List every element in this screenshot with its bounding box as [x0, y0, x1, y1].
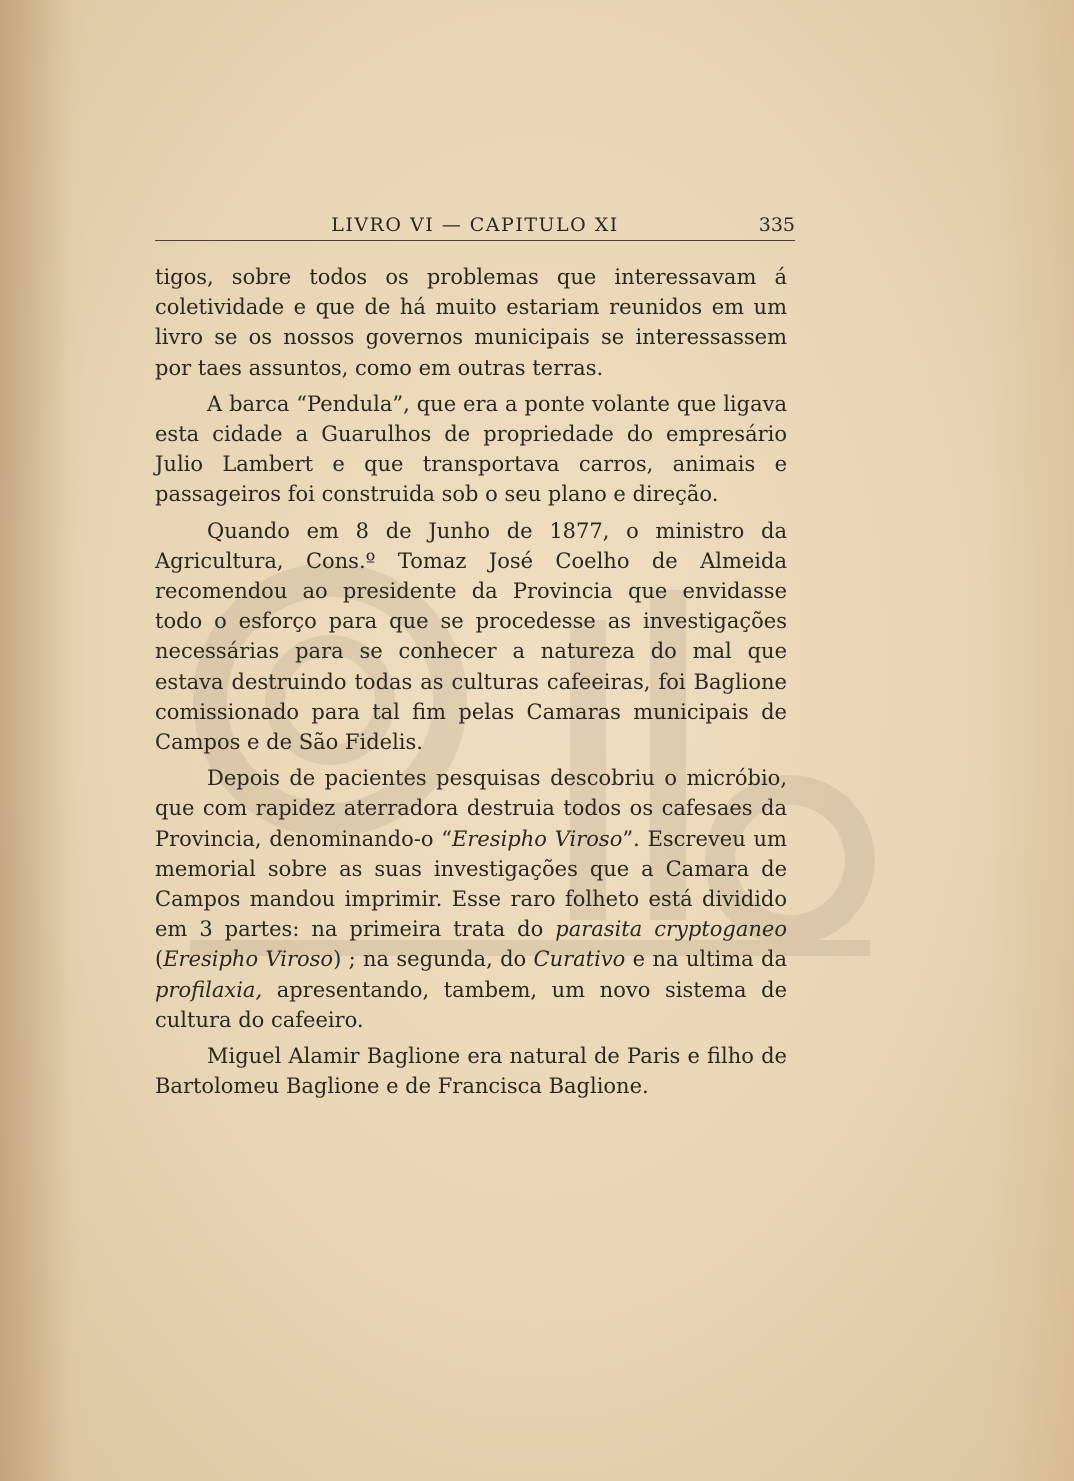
paragraph-text: apresentando, tambem, um novo sistema de cultura do cafeeiro.	[155, 977, 787, 1032]
running-header	[155, 210, 795, 240]
paragraph: tigos, sobre todos os problemas que interessavam á coletividade e que de há muito estariam reunidos em um livro se os nossos governos municipais se interessassem por taes assuntos, como em outras terras.	[155, 265, 787, 380]
paragraph-text: ) ; na segunda, do	[333, 947, 534, 972]
italic-term: Eresipho Viroso	[163, 947, 334, 972]
paragraph: A barca “Pendula”, que era a ponte volante que ligava esta cidade a Guarulhos de propriedade do empresário Julio Lambert e que transportava carros, animais e passageiros foi construida sob o seu plano e direção.	[155, 391, 787, 507]
paragraph: Quando em 8 de Junho de 1877, o ministro da Agricultura, Cons.º Tomaz José Coelho de Almeida recomendou ao presidente da Provincia que envidasse todo o esforço para que se procedesse as investigações necessárias para se conhecer a natureza do mal que estava destruindo todas as culturas cafeeiras, foi Baglione comissionado para tal fim pelas Camaras municipais de Campos e de São Fidelis.	[155, 518, 787, 755]
italic-term: profilaxia,	[155, 977, 263, 1002]
paragraph: Miguel Alamir Baglione era natural de Paris e filho de Bartolomeu Baglione e de Francisca Baglione.	[155, 1044, 787, 1099]
header-divider	[155, 240, 795, 241]
paragraph-text: e na ultima da	[625, 947, 787, 972]
page-body	[155, 262, 787, 1107]
page-edge-shadow	[0, 0, 70, 1481]
italic-term: parasita cryptoganeo	[555, 917, 787, 942]
paragraph-text: Depois de pacientes pesquisas descobriu o micróbio, que com rapidez aterradora destruia todos os cafesaes da Provincia, denominando-o “	[155, 766, 787, 851]
page-number: 335	[758, 214, 795, 236]
paragraph	[155, 763, 787, 1035]
paragraph-text: ”. Escreveu um memorial sobre as suas investigações que a Camara de Campos mandou imprimir. Esse raro folheto está dividido em 3 partes: na primeira trata do	[155, 826, 787, 942]
paragraph-text: (	[155, 947, 164, 972]
italic-term: Curativo	[533, 947, 626, 972]
chapter-heading: LIVRO VI — CAPITULO XI	[331, 214, 619, 236]
italic-term: Eresipho Viroso	[452, 826, 623, 851]
